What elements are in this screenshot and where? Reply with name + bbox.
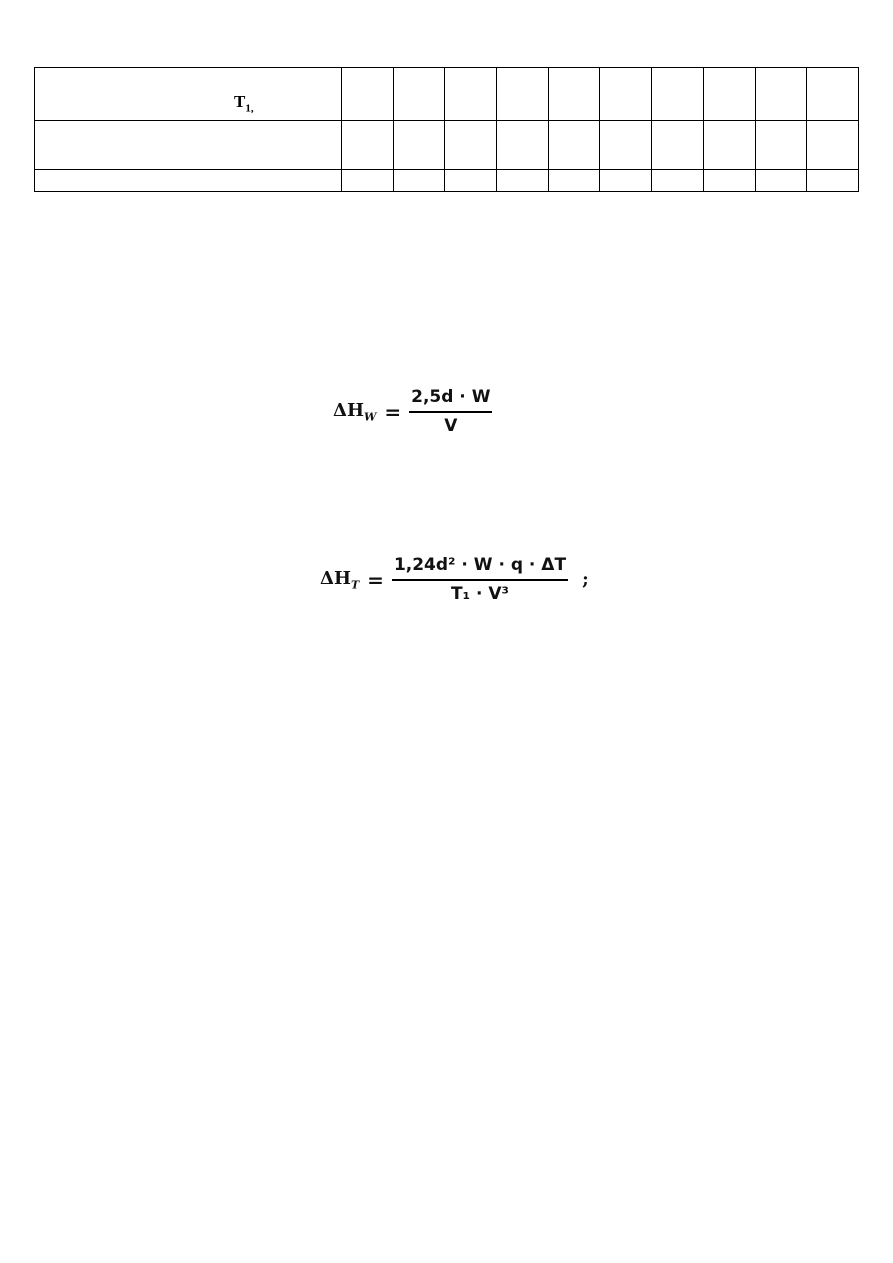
- table-cell: [548, 121, 600, 170]
- table-cell: [600, 121, 652, 170]
- table-cell: [497, 170, 549, 192]
- numerator: 1,24d² · W · q · ΔT: [393, 555, 567, 575]
- table-cell: [807, 68, 859, 121]
- table-cell: [445, 121, 497, 170]
- table-cell: [703, 121, 755, 170]
- denominator: V: [444, 416, 458, 436]
- table-cell: [445, 68, 497, 121]
- table-cell: [703, 170, 755, 192]
- formula-head-loss-w: [333, 387, 492, 436]
- table-cell: [652, 121, 704, 170]
- table-cell: [807, 170, 859, 192]
- denominator: T₁ · V³: [451, 584, 509, 604]
- table-cell: [497, 121, 549, 170]
- semicolon: ;: [582, 569, 589, 590]
- formula-head-loss-t: [320, 555, 589, 604]
- table-row: [35, 68, 859, 121]
- formula-lhs: $\Delta H_W$: [333, 399, 377, 424]
- table-cell: [342, 68, 394, 121]
- table-cell: [703, 68, 755, 121]
- fraction-bar: [409, 411, 492, 413]
- fraction: [392, 555, 568, 604]
- table-row: [35, 170, 859, 192]
- table-cell: [755, 68, 807, 121]
- fraction-bar: [392, 579, 568, 581]
- fraction: [409, 387, 492, 436]
- table-cell: [548, 68, 600, 121]
- table-cell: [393, 68, 445, 121]
- table-header-cell: [35, 170, 342, 192]
- table-cell: [755, 170, 807, 192]
- table-cell: [807, 121, 859, 170]
- data-table: [34, 67, 859, 192]
- formula-lhs: $\Delta H_T$: [320, 567, 360, 592]
- table-cell: [548, 170, 600, 192]
- table-cell: [445, 170, 497, 192]
- table-cell: [342, 121, 394, 170]
- table-header-cell: [35, 121, 342, 170]
- equals-sign: =: [384, 399, 402, 424]
- table-cell: [600, 68, 652, 121]
- t1-label: $T_{1,}$: [234, 92, 254, 115]
- equals-sign: =: [367, 567, 384, 592]
- table-cell: [342, 170, 394, 192]
- table-cell: [652, 68, 704, 121]
- table-cell: [393, 170, 445, 192]
- table-cell: [393, 121, 445, 170]
- table-cell: [497, 68, 549, 121]
- table-cell: [755, 121, 807, 170]
- numerator: 2,5d · W: [411, 387, 491, 407]
- table-cell: [652, 170, 704, 192]
- table-header-cell: [35, 68, 342, 121]
- table-row: [35, 121, 859, 170]
- table-cell: [600, 170, 652, 192]
